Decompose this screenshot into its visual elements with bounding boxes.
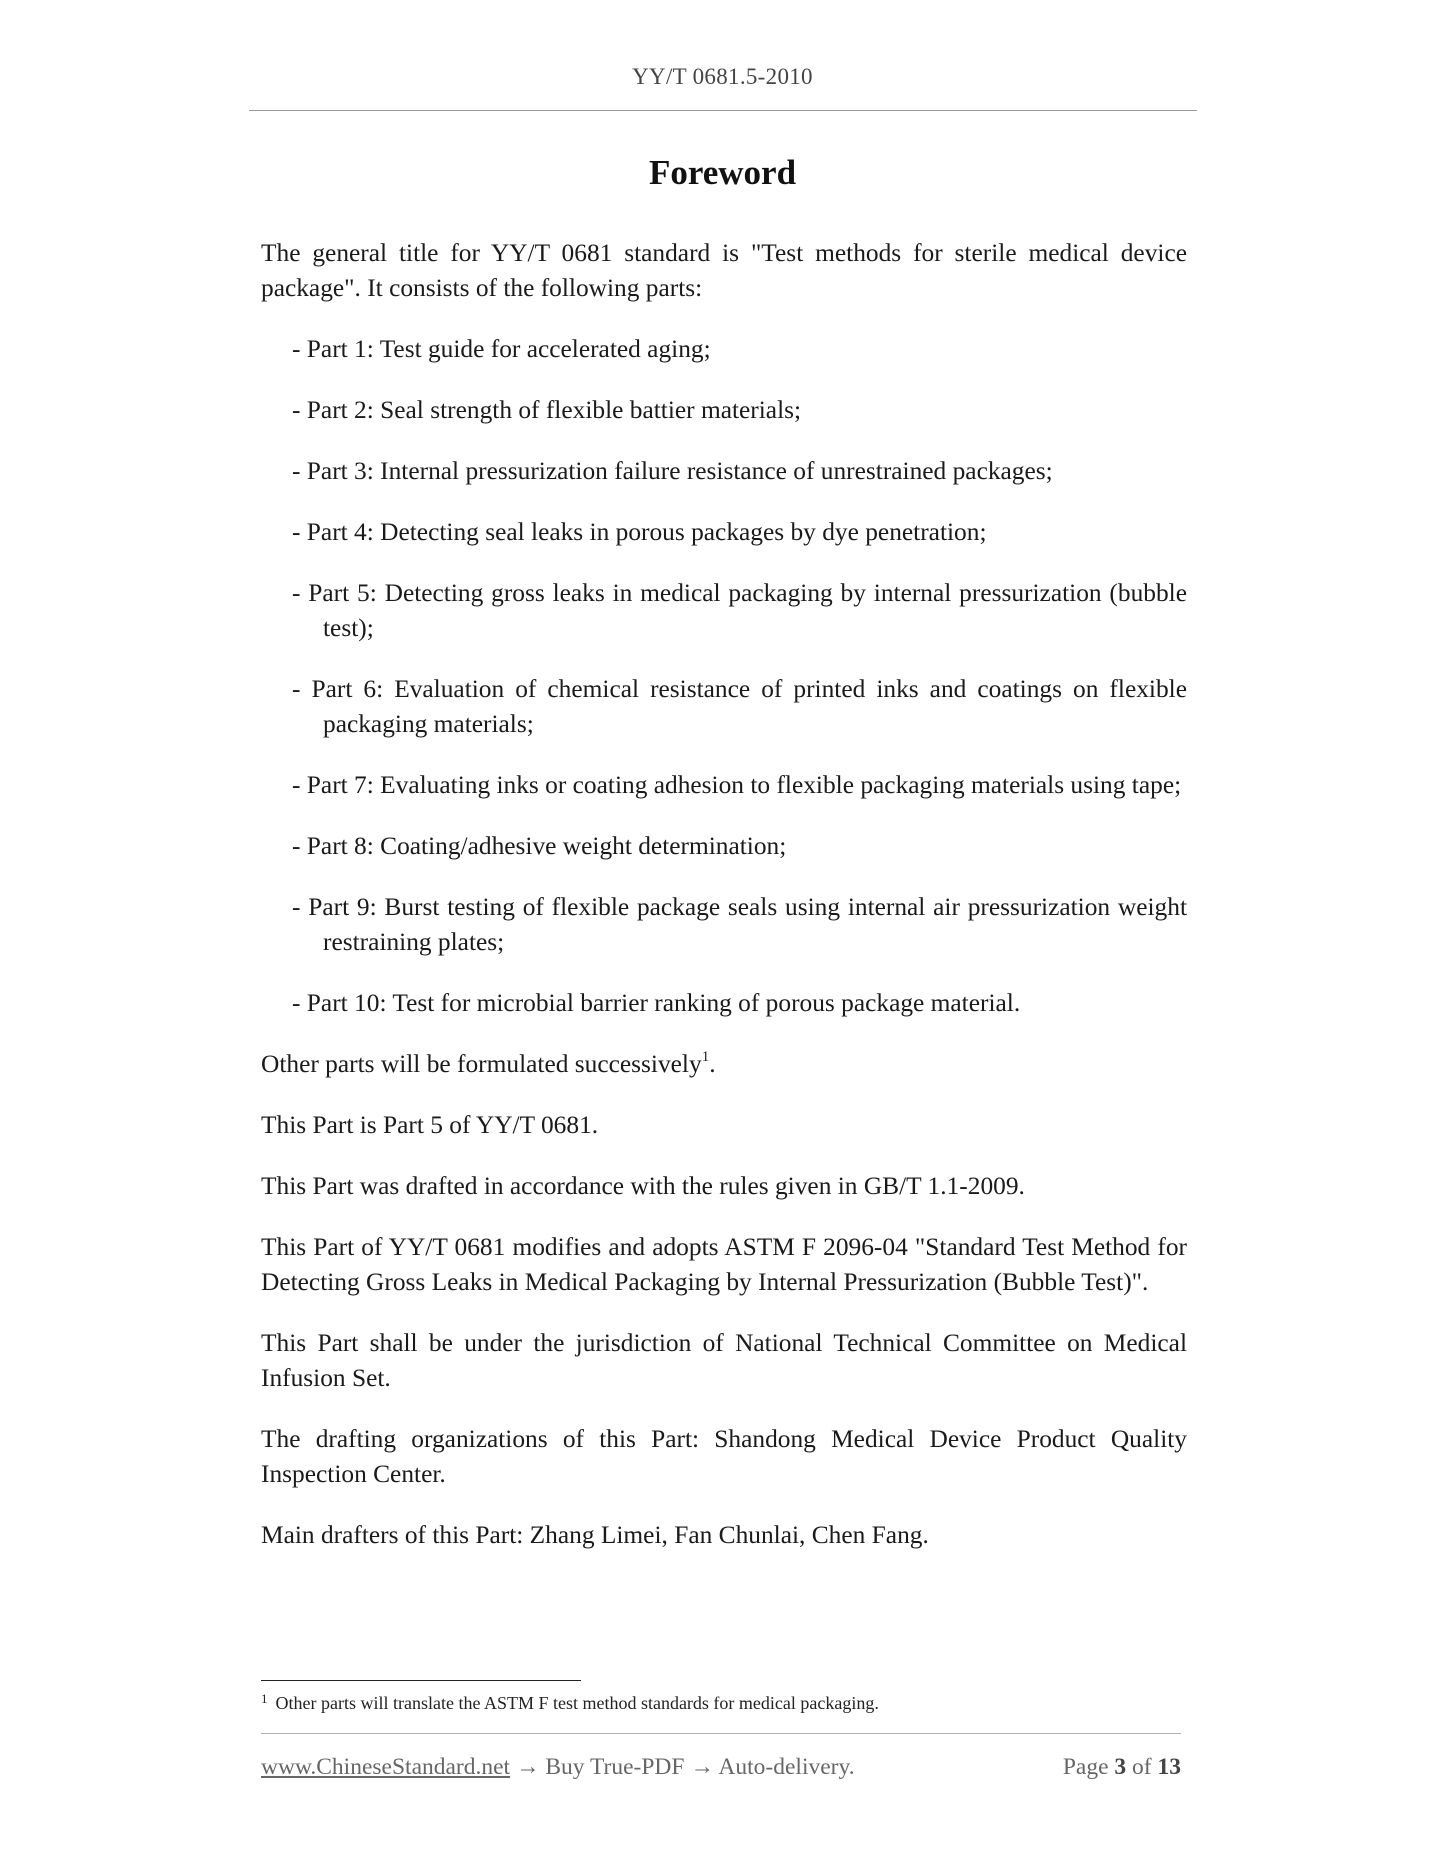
list-item: - Part 5: Detecting gross leaks in medical packaging by internal pressurization (bubble test); [292, 579, 1187, 642]
paragraph: Main drafters of this Part: Zhang Limei, Fan Chunlai, Chen Fang. [261, 1521, 929, 1549]
page-title: Foreword [648, 153, 797, 192]
list-item: - Part 6: Evaluation of chemical resistance of printed inks and coatings on flexible packaging materials; [292, 675, 1187, 738]
footnote-mark: 1 [261, 1691, 268, 1706]
list-item: - Part 8: Coating/adhesive weight determination; [292, 832, 787, 860]
other-parts-text: Other parts will be formulated successively [261, 1050, 702, 1078]
parts-list [261, 332, 1187, 1021]
other-parts-paragraph [261, 1047, 1187, 1082]
list-item: - Part 1: Test guide for accelerated aging; [292, 335, 711, 363]
page-of: of [1132, 1754, 1152, 1780]
sentence-end: . [709, 1050, 716, 1078]
paragraph: The drafting organizations of this Part: Shandong Medical Device Product Quality Inspection Center. [261, 1425, 1187, 1488]
page-current: 3 [1114, 1754, 1127, 1780]
page-label: Page [1062, 1754, 1109, 1780]
page-total: 13 [1157, 1754, 1181, 1780]
list-item: - Part 4: Detecting seal leaks in porous packages by dye penetration; [292, 518, 987, 546]
delivery-text: Auto-delivery. [718, 1754, 855, 1780]
running-header: YY/T 0681.5-2010 [632, 64, 813, 89]
footnote-reference[interactable]: 1 [701, 1048, 710, 1065]
intro-paragraph: The general title for YY/T 0681 standard is "Test methods for sterile medical device package". It consists of the following parts: [261, 239, 1187, 302]
footnote [261, 1690, 1187, 1718]
footer-links [261, 1754, 855, 1781]
list-item: - Part 2: Seal strength of flexible battier materials; [292, 396, 802, 424]
paragraph: This Part of YY/T 0681 modifies and adopts ASTM F 2096-04 "Standard Test Method for Detecting Gross Leaks in Medical Packaging by Internal Pressurization (Bubble Test)". [261, 1233, 1187, 1296]
list-item: - Part 10: Test for microbial barrier ranking of porous package material. [292, 989, 1021, 1017]
list-item: - Part 7: Evaluating inks or coating adhesion to flexible packaging materials using tape; [292, 771, 1182, 799]
body-content [261, 236, 1187, 1579]
paragraph: This Part was drafted in accordance with the rules given in GB/T 1.1-2009. [261, 1172, 1025, 1200]
page-footer [261, 1754, 1181, 1784]
buy-pdf-link[interactable]: Buy True-PDF [545, 1754, 685, 1780]
list-item: - Part 3: Internal pressurization failure resistance of unrestrained packages; [292, 457, 1053, 485]
page-number [1063, 1754, 1181, 1781]
footer-divider [261, 1733, 1181, 1734]
footnote-text: Other parts will translate the ASTM F test method standards for medical packaging. [275, 1693, 879, 1713]
arrow-icon: → [510, 1754, 546, 1780]
paragraph: This Part is Part 5 of YY/T 0681. [261, 1111, 599, 1139]
site-link[interactable]: www.ChineseStandard.net [261, 1754, 511, 1780]
arrow-icon: → [684, 1754, 719, 1780]
list-item: - Part 9: Burst testing of flexible package seals using internal air pressurization weight restraining plates; [292, 893, 1187, 956]
paragraph: This Part shall be under the jurisdiction of National Technical Committee on Medical Infusion Set. [261, 1329, 1187, 1392]
footnote-divider [261, 1680, 581, 1681]
header-divider [249, 110, 1197, 111]
